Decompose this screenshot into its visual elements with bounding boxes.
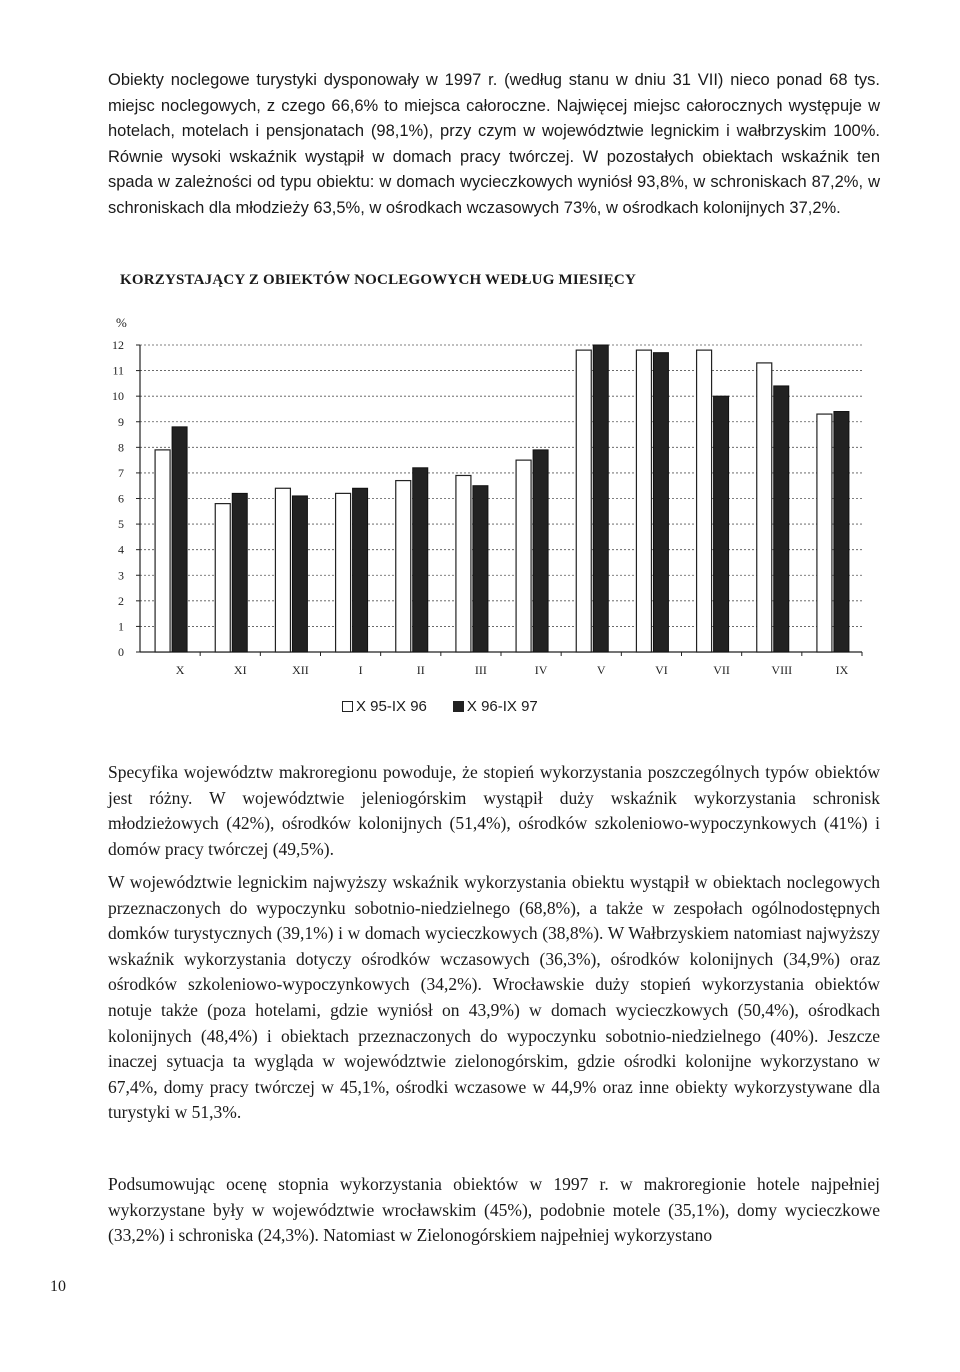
x-tick-label: III <box>474 663 487 677</box>
y-tick-label: 0 <box>118 645 124 659</box>
paragraph-podsumowanie: Podsumowując ocenę stopnia wykorzystania obiektów w 1997 r. w makroregionie hotele najpełniej wykorzystane były w województwie wrocławskim (45%), podobnie motele (35,1%), domy wycieczkowe (33,2%) i schroniska (24,3%). Natomiast w Zielonogórskiem najpełniej wykorzystano <box>108 1174 880 1246</box>
legend-label-series-2: X 96-IX 97 <box>466 698 538 715</box>
bar-series-2 <box>593 345 608 652</box>
y-tick-label: 8 <box>118 440 124 455</box>
x-tick-label: XII <box>292 663 309 677</box>
bar-series-2 <box>232 493 247 652</box>
bar-series-1 <box>336 493 351 652</box>
bar-series-2 <box>473 486 488 652</box>
paragraph-intro: Obiekty noclegowe turystyki dysponowały w 1997 r. (według stanu w dniu 31 VII) nieco ponad 68 tys. miejsc noclegowych, z czego 66,6% to miejsca całoroczne. Najwięcej miejsc całorocznych występuje w hotelach, motelach i pensjonatach (98,1%), przy czym w województwie legnickim i wałbrzyskim 100%. Równie wysoki wskaźnik wystąpił w domach pracy twórczej. W pozostałych obiektach wskaźnik ten spada w zależności od typu obiektu: w domach wycieczkowych wyniósł 93,8%, w schroniskach 87,2%, w schroniskach dla młodzieży 63,5%, w ośrodkach wczasowych 73%, w ośrodkach kolonijnych 37,2%. <box>108 71 880 217</box>
bar-series-1 <box>576 350 591 652</box>
paragraph-specyfika: Specyfika województw makroregionu powoduje, że stopień wykorzystania poszczególnych typów obiektów jest różny. W województwie jeleniogórskim wystąpił duży wskaźnik wykorzystania schronisk młodzieżowych (42%), ośrodków kolonijnych (51,4%), ośrodków szkoleniowo-wypoczynkowych (41%) i domów pracy twórczej (49,5%). <box>108 762 880 859</box>
bar-series-1 <box>757 363 772 652</box>
y-tick-label: 2 <box>118 593 124 608</box>
bar-series-1 <box>456 475 471 652</box>
bar-chart <box>100 305 880 745</box>
legend-item-series-2 <box>453 698 538 715</box>
y-tick-label: 5 <box>118 517 124 532</box>
bar-series-2 <box>774 386 789 652</box>
bar-series-1 <box>215 504 230 652</box>
bar-series-1 <box>817 414 832 652</box>
x-tick-label: VII <box>713 663 730 677</box>
bar-series-1 <box>275 488 290 652</box>
bar-series-2 <box>353 488 368 652</box>
y-tick-label: 3 <box>118 568 124 583</box>
legend-label-series-1: X 95-IX 96 <box>356 698 427 715</box>
bar-series-2 <box>834 412 849 652</box>
bar-series-2 <box>714 396 729 652</box>
x-tick-label: VI <box>655 663 668 677</box>
x-tick-label: VIII <box>771 663 793 677</box>
bar-chart-svg <box>100 305 880 695</box>
legend-swatch-light <box>342 701 353 712</box>
bar-series-1 <box>396 481 411 652</box>
x-tick-label: IV <box>534 663 548 677</box>
y-tick-label: 4 <box>118 542 124 557</box>
y-tick-label: 9 <box>118 414 124 429</box>
bar-series-2 <box>653 353 668 652</box>
legend-item-series-1 <box>342 698 427 715</box>
bar-series-1 <box>697 350 712 652</box>
bar-series-1 <box>636 350 651 652</box>
chart-title: KORZYSTAJĄCY Z OBIEKTÓW NOCLEGOWYCH WEDŁUG MIESIĘCY <box>120 272 636 288</box>
x-tick-label: V <box>596 663 606 677</box>
y-tick-label: 12 <box>112 338 124 352</box>
y-axis-unit-label: % <box>116 315 127 330</box>
x-tick-label: XI <box>233 663 247 677</box>
bar-series-2 <box>292 496 307 652</box>
x-tick-label: IX <box>835 663 849 677</box>
bar-series-2 <box>172 427 187 652</box>
x-tick-label: X <box>175 663 185 677</box>
page-number: 10 <box>50 1278 66 1295</box>
bar-series-2 <box>413 468 428 652</box>
y-tick-label: 10 <box>112 389 124 404</box>
bar-series-2 <box>533 450 548 652</box>
legend-swatch-dark <box>453 701 464 712</box>
y-tick-label: 6 <box>118 491 124 506</box>
x-tick-label: I <box>358 663 363 677</box>
y-tick-label: 1 <box>118 619 124 634</box>
y-tick-label: 11 <box>112 363 124 378</box>
chart-legend <box>342 698 538 715</box>
bar-series-1 <box>155 450 170 652</box>
y-tick-label: 7 <box>118 465 124 480</box>
x-tick-label: II <box>416 663 425 677</box>
bar-series-1 <box>516 460 531 652</box>
paragraph-legnickie: W województwie legnickim najwyższy wskaźnik wykorzystania obiektu wystąpił w obiektach noclegowych przeznaczonych do wypoczynku sobotnio-niedzielnego (68,8%), a także w zespołach ogólnodostępnych domków turystycznych (39,1%) i w domach wycieczkowych (38,8%). W Wałbrzyskiem natomiast najwyższy wskaźnik wykorzystania dotyczy ośrodków wczasowych (36,3%), ośrodków kolonijnych (34,9%) oraz ośrodków szkoleniowo-wypoczynkowych (34,2%). Wrocławskie duży stopień wykorzystania obiektów notuje także (poza hotelami, gdzie wyniósł on 43,9%) w domach wycieczkowych (50,4%), ośrodkach kolonijnych (48,4%) i obiektach przeznaczonych do wypoczynku sobotnio-niedzielnego (40%). Jeszcze inaczej sytuacja ta wygląda w województwie zielonogórskim, gdzie ośrodki kolonijne wykorzystano w 67,4%, domy pracy twórczej w 45,1%, ośrodki wczasowe w 44,9% oraz inne obiekty wykorzystywane dla turystyki w 51,3%. <box>108 872 880 1123</box>
